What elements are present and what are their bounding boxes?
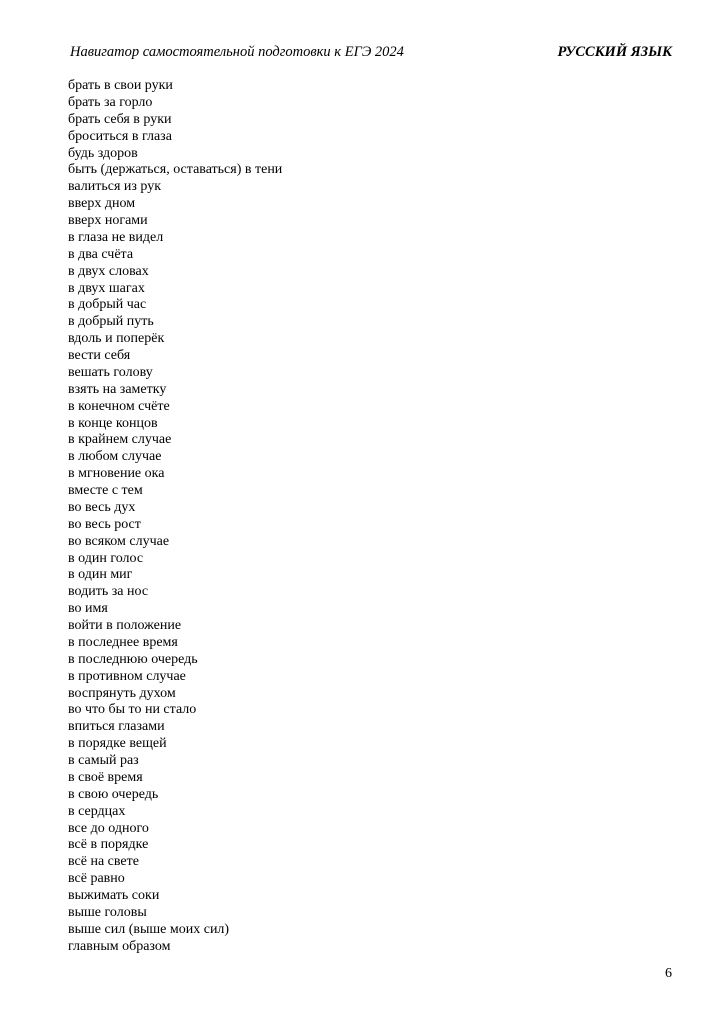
phrase-item: в сердцах [68, 803, 126, 819]
document-header-title: Навигатор самостоятельной подготовки к ЕГЭ 2024 [70, 44, 404, 60]
phrase-item: всё равно [68, 871, 125, 887]
phrase-item: главным образом [68, 938, 171, 954]
phrase-item: выше сил (выше моих сил) [68, 921, 230, 937]
phrase-item: вдоль и поперёк [68, 331, 165, 347]
phrase-item: в своё время [68, 769, 143, 785]
phrase-item: в добрый час [68, 297, 147, 313]
phrase-item: вешать голову [68, 364, 153, 380]
phrase-item: в крайнем случае [68, 432, 172, 448]
phrase-item: в конце концов [68, 415, 158, 431]
phrase-item: во весь дух [68, 499, 136, 515]
phrase-item: в последнюю очередь [68, 651, 198, 667]
phrase-item: в противном случае [68, 668, 186, 684]
phrase-list [68, 78, 282, 956]
phrase-item: во имя [68, 601, 108, 617]
phrase-item: всё на свете [68, 854, 139, 870]
phrase-item: в двух словах [68, 263, 149, 279]
document-header-subject: РУССКИЙ ЯЗЫК [557, 44, 672, 60]
phrase-item: в свою очередь [68, 786, 159, 802]
phrase-item: в один миг [68, 567, 133, 583]
phrase-item: во что бы то ни стало [68, 702, 197, 718]
page-number: 6 [665, 966, 672, 981]
phrase-item: брать в свои руки [68, 78, 173, 93]
phrase-item: в конечном счёте [68, 398, 170, 414]
phrase-item: в мгновение ока [68, 466, 165, 482]
phrase-item: в один голос [68, 550, 144, 566]
phrase-item: валиться из рук [68, 179, 162, 195]
phrase-item: в любом случае [68, 449, 162, 465]
phrase-item: водить за нос [68, 584, 149, 600]
phrase-item: выше головы [68, 904, 147, 920]
phrase-item: вести себя [68, 348, 131, 363]
phrase-item: воспрянуть духом [68, 685, 176, 701]
phrase-item: броситься в глаза [68, 128, 172, 144]
phrase-item: в глаза не видел [68, 229, 164, 245]
phrase-item: все до одного [68, 820, 149, 836]
phrase-item: всё в порядке [68, 837, 149, 853]
phrase-item: в добрый путь [68, 314, 154, 330]
phrase-item: в два счёта [68, 246, 134, 262]
phrase-item: в двух шагах [68, 280, 145, 296]
phrase-item: вверх ногами [68, 213, 148, 228]
phrase-item: вместе с тем [68, 483, 143, 498]
phrase-item: взять на заметку [68, 381, 167, 397]
phrase-item: в самый раз [68, 753, 139, 768]
phrase-item: выжимать соки [68, 888, 160, 903]
phrase-item: будь здоров [68, 145, 138, 161]
phrase-item: войти в положение [68, 618, 182, 633]
phrase-item: брать себя в руки [68, 111, 172, 127]
phrase-item: в последнее время [68, 634, 178, 650]
phrase-item: впиться глазами [68, 719, 165, 735]
phrase-item: быть (держаться, оставаться) в тени [68, 162, 283, 178]
phrase-item: в порядке вещей [68, 736, 167, 752]
phrase-item: брать за горло [68, 94, 153, 110]
phrase-item: во всяком случае [68, 533, 170, 549]
phrase-item: вверх дном [68, 196, 136, 212]
phrase-item: во весь рост [68, 516, 141, 532]
